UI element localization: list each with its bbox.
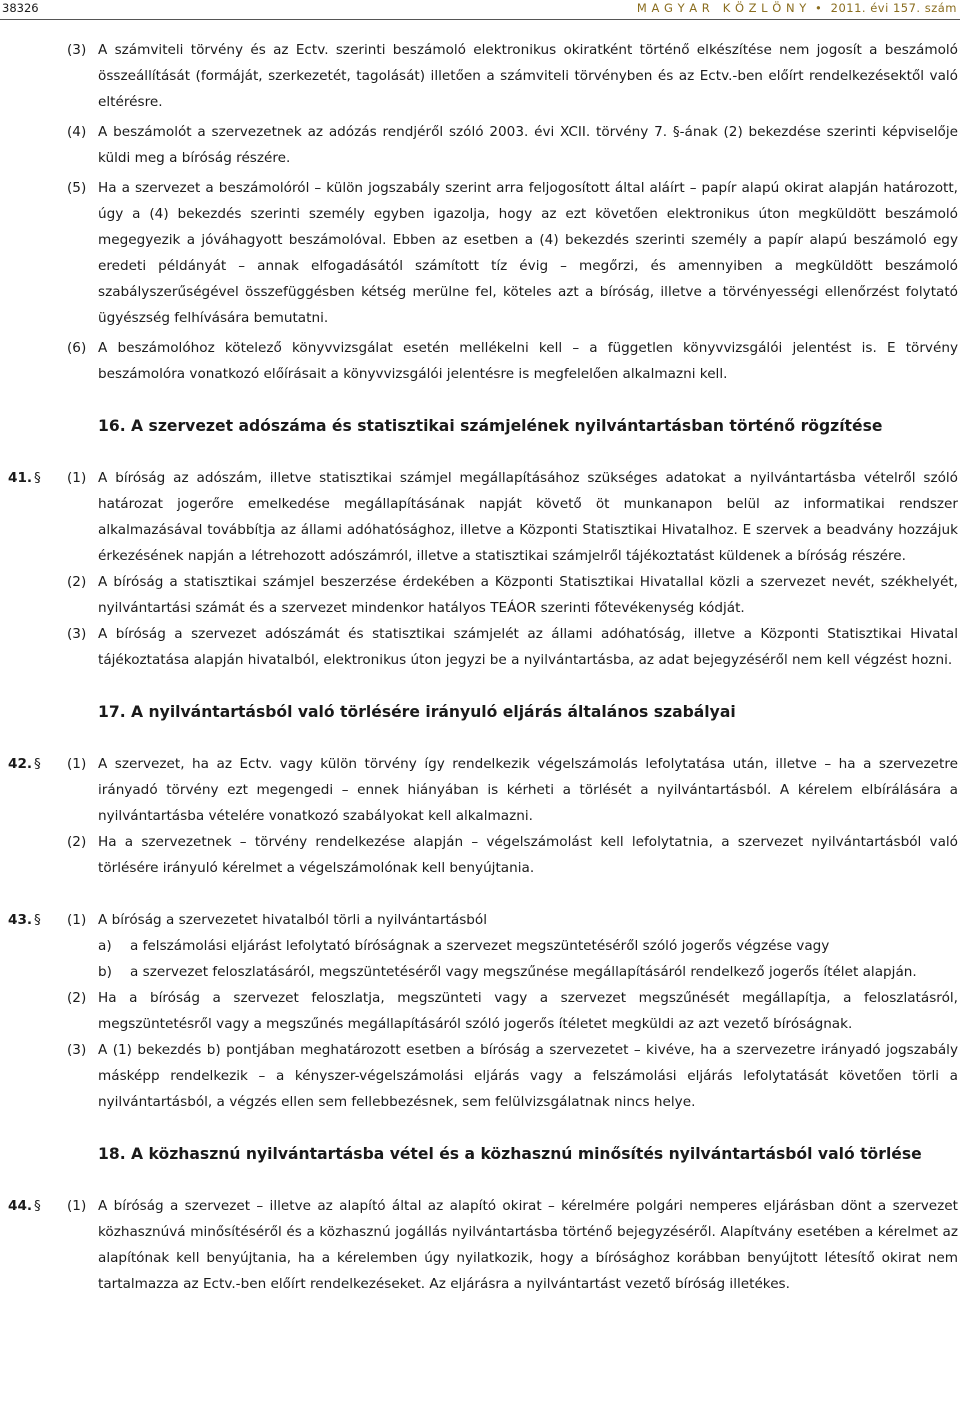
paragraph-number: (1) [67, 1198, 87, 1214]
paragraph [0, 119, 960, 171]
section-number: 44. [8, 1198, 33, 1214]
paragraph [0, 621, 960, 673]
page-header [0, 0, 960, 20]
paragraph-number: (3) [67, 1042, 87, 1058]
paragraph-text: A bíróság az adószám, illetve statisztikai számjel megállapításához szükséges adatokat a nyilvántartásba vételről szóló határozat jogerőre emelkedése megállapításának napját követő öt munkanapon belül az informatikai rendszer alkalmazásával továbbítja az állami adóhatósághoz, illetve a Központi Statisztikai Hivatalhoz. E szervek a beadvány hozzájuk érkezésének napján a létrehozott adószámról, illetve a statisztikai számjelről tájékoztatást küldenek a bíróság részére. [98, 470, 958, 564]
paragraph-text: A bíróság a szervezetet hivatalból törli a nyilvántartásból [98, 912, 487, 928]
paragraph-number: (5) [67, 180, 87, 196]
paragraph [0, 335, 960, 387]
paragraph-text: A beszámolót a szervezetnek az adózás rendjéről szóló 2003. évi XCII. törvény 7. §-ának (2) bekezdése szerinti képviselője küldi meg a bíróság részére. [98, 124, 958, 166]
header-rule [0, 19, 960, 20]
paragraph-text: A bíróság a szervezet – illetve az alapító által az alapító okirat – kérelmére polgári nemperes eljárásban dönt a szervezet közhasznúvá minősítéséről és a közhasznú jogállás nyilvántartásba történő bejegyzéséről. Alapítvány esetében a kérelmet az alapítónak kell benyújtania, ha a kérelemben úgy nyilatkozik, hogy a bírósághoz korábban benyújtott létesítő okirat nem tartalmazza az Ectv.-ben előírt rendelkezéseket. Az eljárásra a nyilvántartást vezető bíróság illetékes. [98, 1198, 958, 1292]
paragraph-text: A számviteli törvény és az Ectv. szerinti beszámoló elektronikus okiratként történő elkészítése nem jogosít a beszámoló összeállítását (formáját, szerkezetét, tagolását) illetően a számviteli törvényben és az Ectv.-ben előírt rendelkezésektől való eltérésre. [98, 42, 958, 110]
page-number: 38326 [2, 1, 39, 15]
paragraph-text: Ha a szervezetnek – törvény rendelkezése alapján – végelszámolást kell lefolytatnia, a szervezet nyilvántartásból való törlésére irányuló kérelmet a végelszámolónak kell benyújtania. [98, 834, 958, 876]
list-item-label: b) [98, 964, 112, 980]
paragraph-text: A szervezet, ha az Ectv. vagy külön törvény így rendelkezik végelszámolás lefolytatása után, illetve – ha a szervezetre irányadó törvény ezt megengedi – ennek hiányában is kérheti a törlését a nyilvántartásból. A kérelem elbírálására a nyilvántartásba vételére vonatkozó szabályokat kell alkalmazni. [98, 756, 958, 824]
section-number: 42. [8, 756, 33, 772]
paragraph-number: (1) [67, 912, 87, 928]
document-body [0, 37, 960, 1297]
section-number: 41. [8, 470, 33, 486]
paragraph-text: A (1) bekezdés b) pontjában meghatározott esetben a bíróság a szervezetet – kivéve, ha a szervezetre irányadó jogszabály másképp rendelkezik – a kényszer-végelszámolási eljárás vagy a felszámolási eljárás lefolytatását követően törli a nyilvántartásból, a végzés ellen sem fellebbezésnek, sem felülvizsgálatnak nincs helye. [98, 1042, 958, 1110]
paragraph-number: (2) [67, 834, 87, 850]
paragraph [0, 175, 960, 331]
section-sign: § [34, 1198, 41, 1214]
paragraph-number: (6) [67, 340, 87, 356]
list-item-label: a) [98, 938, 112, 954]
paragraph [0, 1193, 960, 1297]
paragraph-text: Ha a bíróság a szervezet feloszlatja, megszünteti vagy a szervezet megszűnését megállapítja, a feloszlatásról, megszüntetésről vagy a megszűnés megállapításáról szóló jogerős ítéletet megküldi az azt vezető bíróságnak. [98, 990, 958, 1032]
section-sign: § [34, 912, 41, 928]
list-item [0, 959, 960, 985]
section-sign: § [34, 756, 41, 772]
paragraph-number: (3) [67, 42, 87, 58]
paragraph [0, 37, 960, 115]
paragraph-text: Ha a szervezet a beszámolóról – külön jogszabály szerint arra feljogosított által aláírt – papír alapú okirat alapján határozott, úgy a (4) bekezdés szerinti személy egyben igazolja, hogy az ezt követően elektronikus úton megküldött beszámoló megegyezik a jóváhagyott beszámolóval. Ebben az esetben a (4) bekezdés szerinti személy a papír alapú beszámoló egy eredeti példányát – annak elfogadásától számított tíz évig – megőrzi, és amennyiben a megküldött beszámoló szabályszerűségével összefüggésben kétség merülne fel, köteles azt a bíróság, illetve a törvényességi ellenőrzést folytató ügyészség felhívására bemutatni. [98, 180, 958, 326]
paragraph-number: (1) [67, 470, 87, 486]
list-item-text: a szervezet feloszlatásáról, megszüntetéséről vagy megszűnése megállapításáról rendelkező jogerős ítélet alapján. [130, 964, 917, 980]
list-item [0, 933, 960, 959]
chapter-title-16: 16. A szervezet adószáma és statisztikai számjelének nyilvántartásban történő rögzítése [98, 417, 883, 435]
section-sign: § [34, 470, 41, 486]
paragraph-text: A beszámolóhoz kötelező könyvvizsgálat esetén mellékelni kell – a független könyvvizsgálói jelentést is. E törvény beszámolóra vonatkozó előírásait a könyvvizsgálói jelentésre is megfelelően alkalmazni kell. [98, 340, 958, 382]
paragraph-text: A bíróság a statisztikai számjel beszerzése érdekében a Központi Statisztikai Hivatallal közli a szervezet nevét, székhelyét, nyilvántartási számát és a szervezet mindenkor hatályos TEÁOR szerinti főtevékenység kódját. [98, 574, 958, 616]
chapter-title-18: 18. A közhasznú nyilvántartásba vétel és a közhasznú minősítés nyilvántartásból való törlése [98, 1145, 922, 1163]
chapter-title-17: 17. A nyilvántartásból való törlésére irányuló eljárás általános szabályai [98, 703, 736, 721]
paragraph [0, 569, 960, 621]
paragraph [0, 985, 960, 1037]
journal-title: M A G Y A R K Ö Z L Ö N Y • 2011. évi 157. szám [636, 1, 957, 15]
paragraph [0, 465, 960, 569]
paragraph [0, 751, 960, 829]
paragraph [0, 907, 960, 933]
paragraph-number: (1) [67, 756, 87, 772]
paragraph [0, 829, 960, 881]
paragraph [0, 1037, 960, 1115]
section-number: 43. [8, 912, 33, 928]
paragraph-number: (2) [67, 990, 87, 1006]
paragraph-number: (3) [67, 626, 87, 642]
paragraph-number: (2) [67, 574, 87, 590]
list-item-text: a felszámolási eljárást lefolytató bíróságnak a szervezet megszüntetéséről szóló jogerős végzése vagy [130, 938, 830, 954]
paragraph-text: A bíróság a szervezet adószámát és statisztikai számjelét az állami adóhatóság, illetve a Központi Statisztikai Hivatal tájékoztatása alapján hivatalból, elektronikus úton jegyzi be a nyilvántartásba, az adat bejegyzéséről nem kell végzést hozni. [98, 626, 958, 668]
paragraph-number: (4) [67, 124, 87, 140]
